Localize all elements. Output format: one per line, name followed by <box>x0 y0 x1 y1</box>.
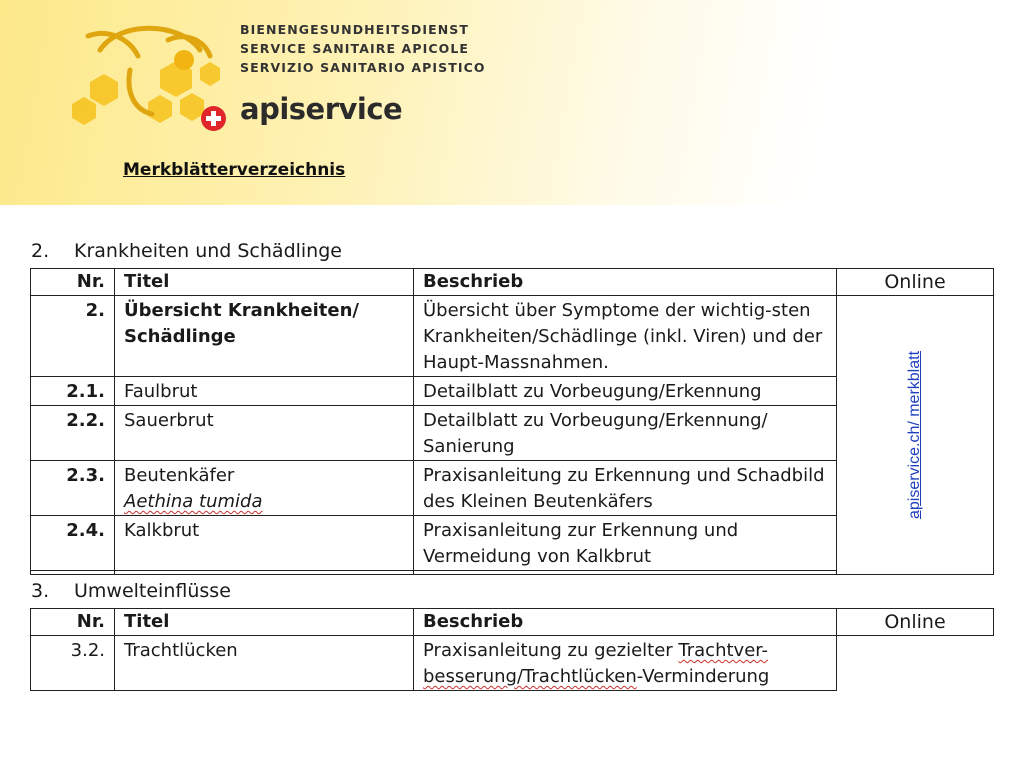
row-description <box>414 636 837 691</box>
row-title: Übersicht Krankheiten/ Schädlinge <box>115 296 414 377</box>
column-header-online: Online <box>837 269 994 296</box>
row-description: Praxisanleitung zur Erkennung und Vermeidung von Kalkbrut <box>414 516 837 571</box>
desc-part: Trachtver- <box>678 640 769 661</box>
row-nr: 2.4. <box>31 516 115 571</box>
section-number: 2. <box>31 240 50 262</box>
desc-part: Praxisanleitung zu gezielter <box>423 640 679 661</box>
table-header-row <box>31 609 994 636</box>
row-title-latin: Aethina tumida <box>124 491 263 512</box>
row-description: Detailblatt zu Vorbeugung/Erkennung <box>414 377 837 406</box>
row-description: Detailblatt zu Vorbeugung/Erkennung/ Sanierung <box>414 406 837 461</box>
desc-part: -Verminderung <box>636 666 770 687</box>
section-title: Umwelteinflüsse <box>74 580 231 602</box>
document-title: Merkblätterverzeichnis <box>123 160 346 180</box>
column-header-nr: Nr. <box>31 609 115 636</box>
section-title: Krankheiten und Schädlinge <box>74 240 342 262</box>
row-nr: 2.3. <box>31 461 115 516</box>
column-header-online: Online <box>837 609 994 636</box>
table-row <box>31 296 994 377</box>
organization-names <box>240 20 486 77</box>
online-cell-empty <box>837 636 994 691</box>
environment-table <box>30 608 994 691</box>
row-title-cell <box>115 461 414 516</box>
swiss-cross-icon <box>201 106 226 131</box>
section-number: 3. <box>31 580 50 602</box>
desc-part: besserung/Trachtlücken <box>423 666 637 687</box>
column-header-description: Beschrieb <box>414 609 837 636</box>
row-nr: 2.2. <box>31 406 115 461</box>
row-title: Sauerbrut <box>115 406 414 461</box>
table-header-row <box>31 269 994 296</box>
diseases-table <box>30 268 994 575</box>
column-header-title: Titel <box>115 609 414 636</box>
column-header-description: Beschrieb <box>414 269 837 296</box>
online-link[interactable]: apiservice.ch/ merkblatt <box>906 350 923 520</box>
org-line-fr: SERVICE SANITAIRE APICOLE <box>240 41 470 56</box>
row-description: Praxisanleitung zu Erkennung und Schadbild des Kleinen Beutenkäfers <box>414 461 837 516</box>
section-heading-environment <box>31 580 231 602</box>
column-header-title: Titel <box>115 269 414 296</box>
row-title: Trachtlücken <box>115 636 414 691</box>
table-row <box>31 636 994 691</box>
row-title: Beutenkäfer <box>124 465 235 486</box>
row-description: Übersicht über Symptome der wichtig-sten Krankheiten/Schädlinge (inkl. Viren) und der Haupt-Massnahmen. <box>414 296 837 377</box>
section-heading-diseases <box>31 240 342 262</box>
column-header-nr: Nr. <box>31 269 115 296</box>
row-nr: 2.1. <box>31 377 115 406</box>
brand-name: apiservice <box>240 92 403 126</box>
row-title: Kalkbrut <box>115 516 414 571</box>
org-line-de: BIENENGESUNDHEITSDIENST <box>240 22 470 37</box>
row-nr: 2. <box>31 296 115 377</box>
row-nr: 3.2. <box>31 636 115 691</box>
org-line-it: SERVIZIO SANITARIO APISTICO <box>240 60 486 75</box>
online-cell <box>837 296 994 575</box>
row-title: Faulbrut <box>115 377 414 406</box>
